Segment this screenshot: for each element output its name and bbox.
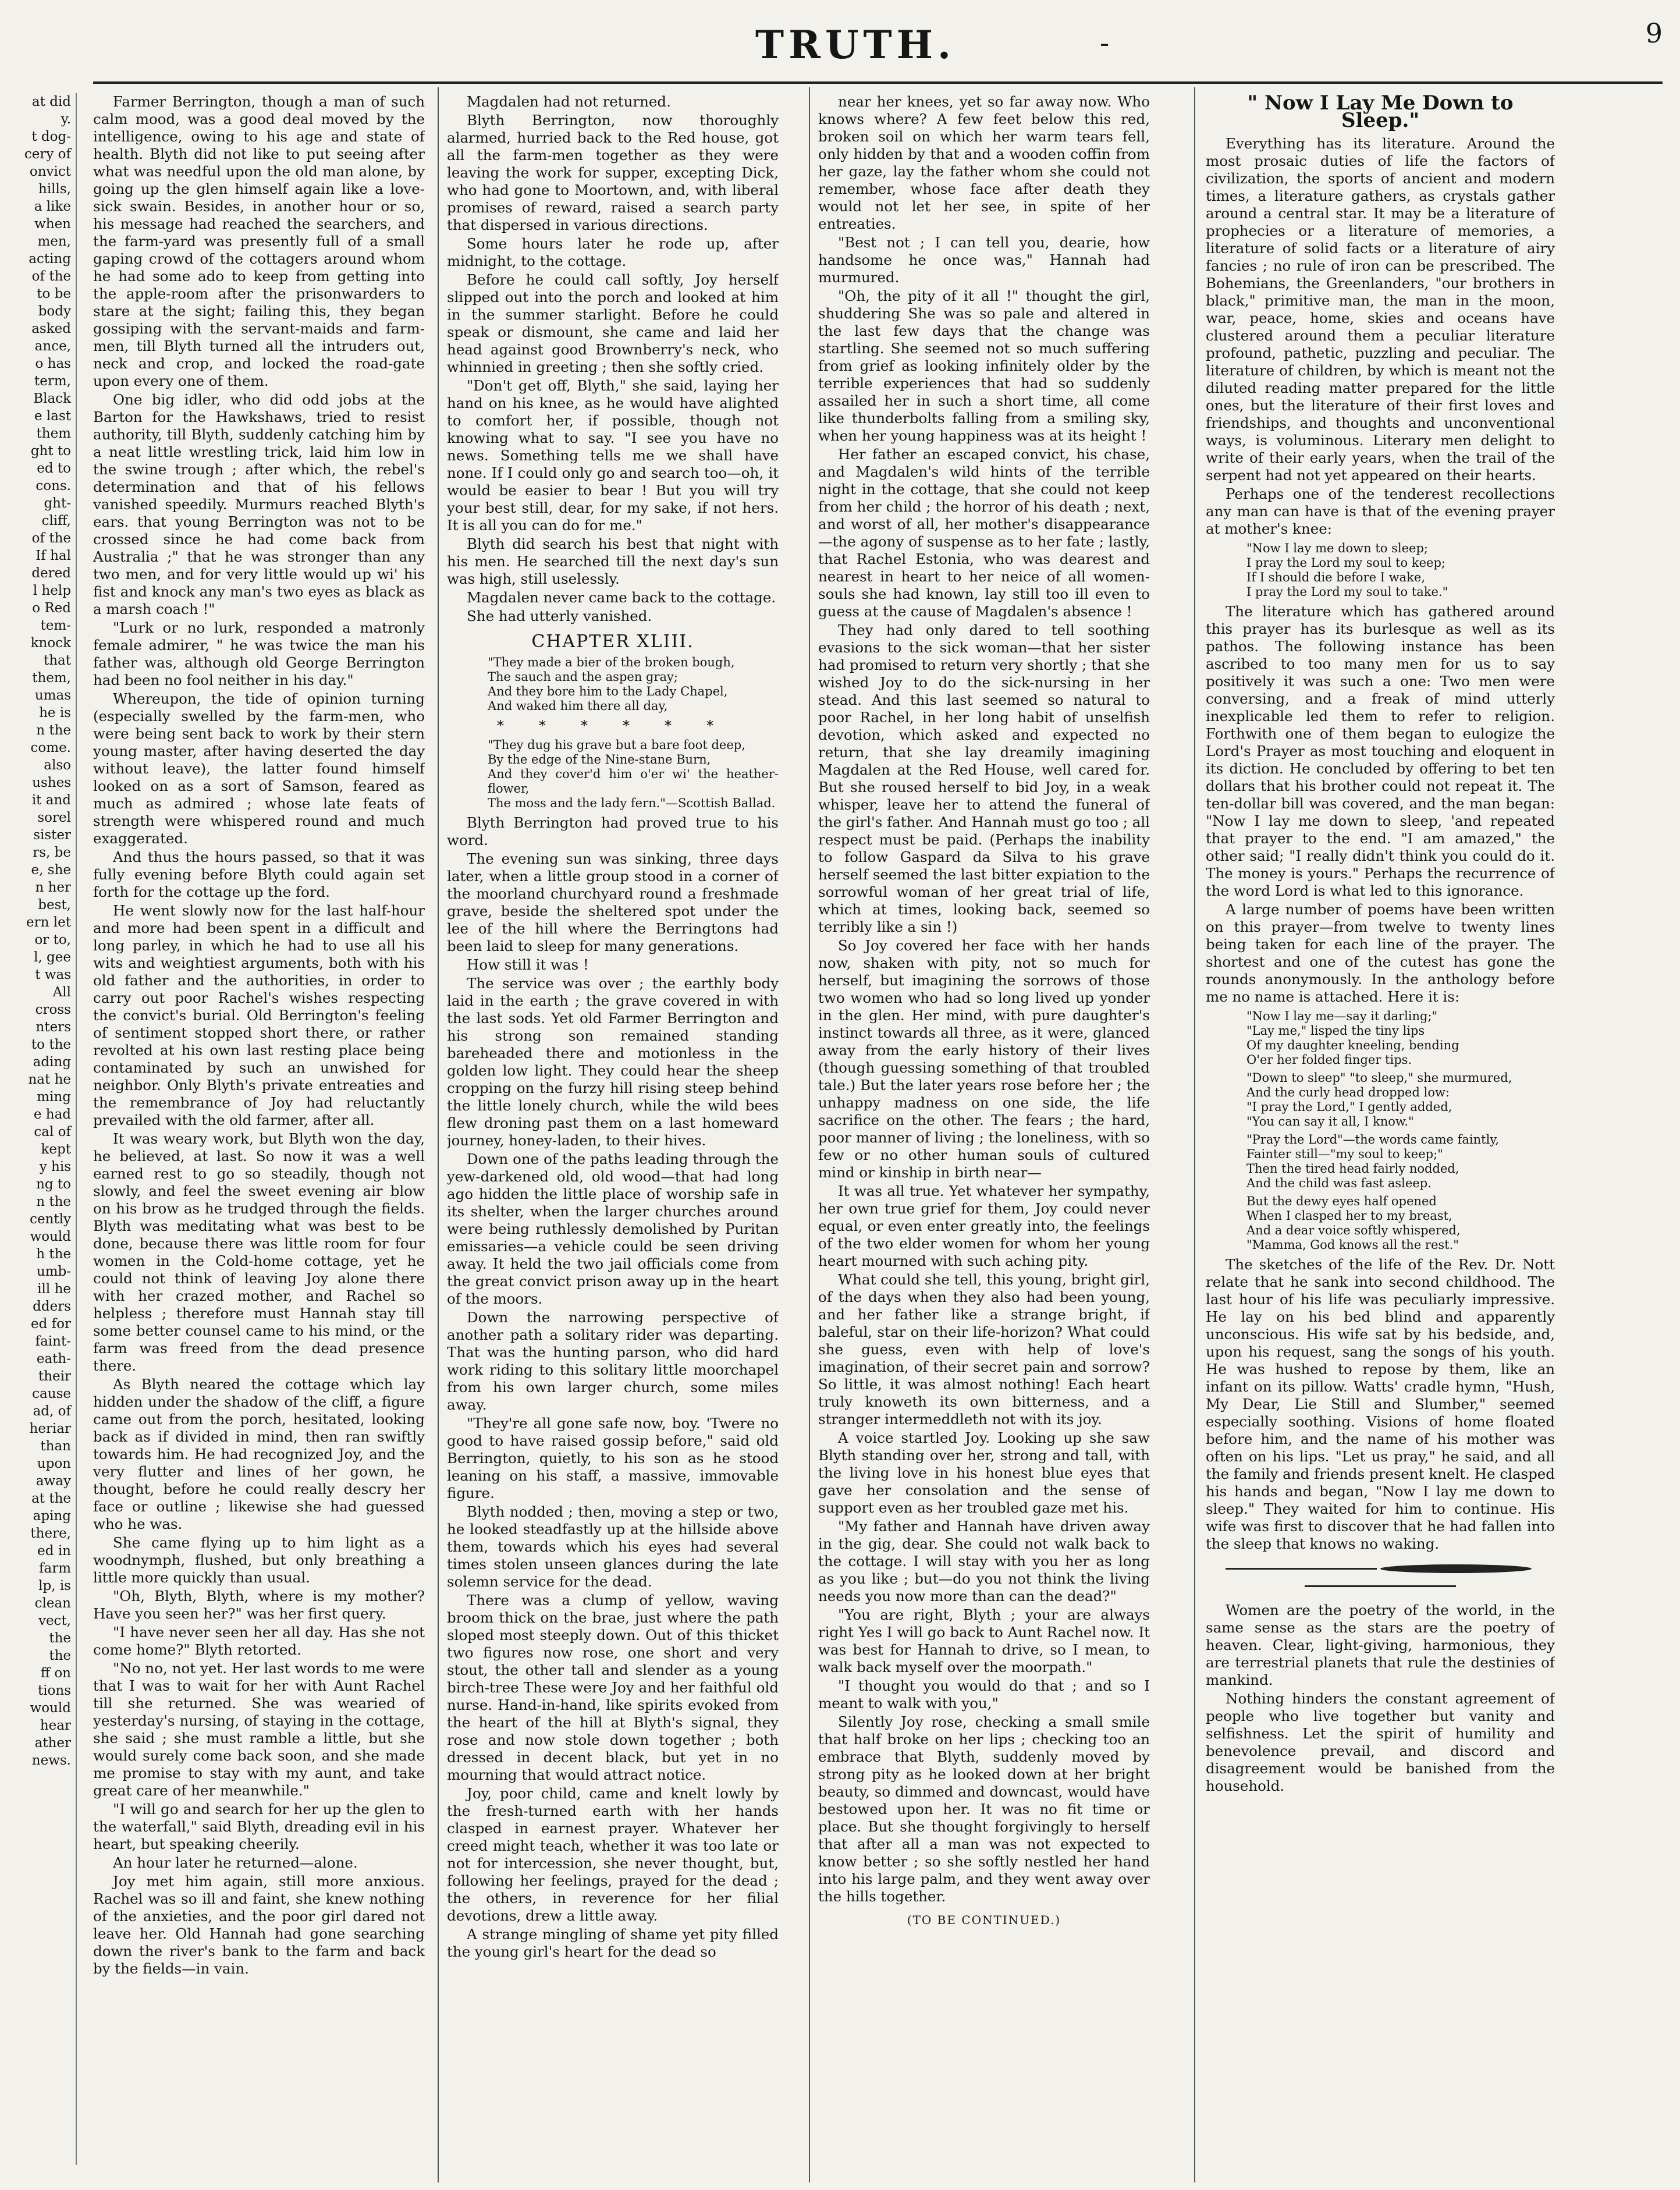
margin-fragment: ad, of	[33, 1404, 71, 1419]
margin-fragment: o Red	[32, 601, 71, 616]
verse-line: The moss and the lady fern."—Scottish Ballad.	[488, 796, 776, 810]
column-2-story	[447, 93, 779, 2165]
margin-fragment: dered	[31, 566, 71, 581]
paragraph: "Lurk or no lurk, responded a matronly female admirer, " he was twice the man his father was, although old George Berrington had been no fool neither in his day."	[93, 619, 425, 688]
story-paragraphs	[447, 93, 779, 625]
paragraph: Silently Joy rose, checking a small smile that half broke on her lips ; checking too an embrace that Blyth, suddenly moved by strong pity as he looked down at her bright beauty, so dimmed and downcast, would have bestowed upon her. It was no fit time or place. But she thought forgivingly to herself that after all a man was not expected to know better ; so she softly nestled her hand into his large palm, and they went away over the hills together.	[818, 1713, 1150, 1905]
paragraph: Blyth nodded ; then, moving a step or two, he looked steadfastly up at the hillside above them, towards which his eyes had several times stolen unseen glances during the late solemn service for the dead.	[447, 1503, 779, 1590]
paragraph: And thus the hours passed, so that it was fully evening before Blyth could again set forth for the cottage up the ford.	[93, 849, 425, 900]
verse-line: "Lay me," lisped the tiny lips	[1246, 1024, 1425, 1038]
margin-fragment: ading	[33, 1055, 71, 1070]
margin-fragment: ming	[37, 1089, 71, 1105]
margin-fragment: sister	[33, 828, 71, 843]
paragraph: "Don't get off, Blyth," she said, laying her hand on his knee, as he would have alighted to comfort her, if possible, though not knowing what to say. "I see you have no news. Something tells me we shall have none. If I could only go and search too—oh, it would be easier to bear ! But you will try your best still, dear, for my sake, if not hers. It is all you can do for me."	[447, 377, 779, 534]
paragraph: The sketches of the life of the Rev. Dr. Nott relate that he sank into second childhood. The last hour of his life was peculiarly impressive. He lay on his bed blind and apparently unconscious. His wife sat by his bedside, and, upon his request, sang the songs of his youth. He was hushed to repose by them, like an infant on its pillow. Watts' cradle hymn, "Hush, My Dear, Lie Still and Slumber," seemed especially soothing. Visions of home floated before him, and the name of his mother was often on his lips. "Let us pray," he said, and all the family and friends present knelt. He clasped his hands and began, "Now I lay me down to sleep." They waited for him to continue. His wife was first to discover that he had fallen into the sleep that knows no waking.	[1206, 1256, 1555, 1552]
margin-fragment: of the	[31, 531, 71, 546]
paragraph: Her father an escaped convict, his chase, and Magdalen's wild hints of the terrible night in the cottage, that she could not keep from her child ; the horror of his death ; next, and worst of all, her mother's disappearance—the agony of suspense as to her fate ; lastly, that Rachel Estonia, who was dearest and nearest in heart to her neice of all women-souls she had known, lay still too ill even to guess at the cause of Magdalen's absence !	[818, 446, 1150, 620]
margin-fragment: e had	[33, 1107, 71, 1122]
paragraph: The literature which has gathered around this prayer has its burlesque as well as its pathos. The following instance has been ascribed to too many men for us to say positively it was such a one: Two men were conversing, and a freak of mind utterly inexplicable led them to refer to religion. Forthwith one of them began to eulogize the Lord's Prayer as most touching and eloquent in its diction. He concluded by offering to bet ten dollars that his brother could not repeat it. The ten-dollar bill was covered, and the man began: "Now I lay me down to sleep, 'and repeated that prayer to the end. "I am amazed," the other said; "I really didn't think you could do it. The money is yours." Perhaps the recurrence of the word Lord is what led to this ignorance.	[1206, 603, 1555, 899]
paragraph: Perhaps one of the tenderest recollections any man can have is that of the evening prayer at mother's knee:	[1206, 485, 1555, 537]
poem-stanza	[1206, 1194, 1555, 1252]
verse-line: And the curly head dropped low:	[1246, 1085, 1450, 1099]
margin-fragment: men,	[37, 234, 71, 249]
margin-fragment: or to,	[34, 932, 71, 947]
margin-fragment: them	[36, 426, 71, 441]
margin-fragment: upon	[37, 1456, 71, 1471]
verse-line: Of my daughter kneeling, bending	[1246, 1038, 1459, 1052]
margin-fragment: clean	[34, 1596, 71, 1611]
paragraph: near her knees, yet so far away now. Who knows where? A few feet below this red, broken soil on which her warm tears fell, only hidden by that and a wooden coffin from her gaze, lay the father whom she could not remember, whose face after death they would not let her see, in spite of her entreaties.	[818, 93, 1150, 232]
margin-fragment: their	[38, 1369, 71, 1384]
verse-line: I pray the Lord my soul to keep;	[1246, 556, 1445, 570]
paragraph: Nothing hinders the constant agreement of people who live together but vanity and selfishness. Let the spirit of humility and benevolence prevail, and discord and disagreement would be banished from the household.	[1206, 1690, 1555, 1794]
margin-fragment: nters	[35, 1020, 71, 1035]
verse-line: "I pray the Lord," I gently added,	[1246, 1100, 1452, 1114]
margin-fragment: sorel	[37, 810, 71, 825]
margin-fragment: umas	[34, 688, 71, 703]
verse-line: "Mamma, God knows all the rest."	[1246, 1238, 1459, 1252]
page-number: 9	[1645, 17, 1663, 49]
paragraph: As Blyth neared the cottage which lay hidden under the shadow of the cliff, a figure came out from the porch, hesitated, looking back as if divided in mind, then ran swiftly towards him. He had recognized Joy, and the very flutter and lines of her gown, he thought, before he could really descry her face or outline ; likewise she had guessed who he was.	[93, 1376, 425, 1532]
paragraph: "Oh, Blyth, Blyth, where is my mother? Have you seen her?" was her first query.	[93, 1588, 425, 1622]
column-divider	[1194, 87, 1195, 2182]
paragraph: A voice startled Joy. Looking up she saw Blyth standing over her, strong and tall, with the living love in his honest blue eyes that gave her consolation and the sense of support even as her troubled gaze met his.	[818, 1429, 1150, 1516]
paragraph: Before he could call softly, Joy herself slipped out into the porch and looked at him in the summer starlight. Before he could speak or dismount, she came and laid her head against good Brownberry's neck, who whinnied in greeting ; then she softly cried.	[447, 271, 779, 375]
margin-fragment: Black	[33, 391, 71, 406]
margin-fragment: y.	[61, 112, 71, 127]
left-margin-fragments	[0, 93, 77, 2165]
margin-fragment: n her	[35, 880, 71, 895]
paragraph: Farmer Berrington, though a man of such calm mood, was a good deal moved by the intelligence, owing to his age and state of health. Blyth did not like to put seeing after what was needful upon the old man alone, by going up the glen himself again like a love-sick swain. Besides, in another hour or so, his message had reached the searchers, and the farm-yard was presently full of a small gaping crowd of the cottagers around whom he had some ado to keep from getting into the apple-room after the prisonwarders to stare at the sight; failing this, they began gossiping with the servant-maids and farm-men, till Blyth turned all the intruders out, neck and crop, and locked the road-gate upon every one of them.	[93, 93, 425, 389]
margin-fragment: acting	[29, 251, 71, 267]
margin-fragment: there,	[30, 1526, 71, 1541]
margin-fragment: the	[49, 1631, 71, 1646]
story-paragraphs	[447, 814, 779, 1961]
paragraph: The evening sun was sinking, three days later, when a little group stood in a corner of the moorland churchyard round a freshmade grave, beside the sheltered spot under the lee of the hill where the Berringtons had been laid to sleep for many generations.	[447, 850, 779, 954]
paragraph: There was a clump of yellow, waving broom thick on the brae, just where the path sloped most steeply down. Out of this thicket two figures now rose, one short and very stout, the other tall and slender as a young birch-tree These were Joy and her faithful old nurse. Hand-in-hand, like spirits evoked from the heart of the hill at Blyth's signal, they rose and now stole down together ; both dressed in decent black, but yet in no mourning that would attract notice.	[447, 1592, 779, 1783]
paragraph: "I will go and search for her up the glen to the waterfall," said Blyth, dreading evil in his heart, but speaking cheerily.	[93, 1801, 425, 1852]
paragraph: Down the narrowing perspective of another path a solitary rider was departing. That was the hunting parson, who did hard work riding to this solitary little moorchapel from his own larger church, some miles away.	[447, 1309, 779, 1413]
margin-fragment: umb-	[36, 1264, 71, 1279]
paragraph: Some hours later he rode up, after midnight, to the cottage.	[447, 235, 779, 269]
margin-fragment: lp, is	[38, 1578, 71, 1593]
margin-fragment: nat he	[28, 1072, 71, 1087]
paragraph: "No no, not yet. Her last words to me were that I was to wait for her with Aunt Rachel till she returned. She was wearied of yesterday's nursing, of staying in the cottage, she said ; she must ramble a little, but she would surely come back soon, and she made me promise to stay with my aunt, and take great care of her meanwhile."	[93, 1660, 425, 1799]
margin-fragment: news.	[31, 1753, 71, 1768]
masthead	[87, 10, 1624, 80]
margin-fragment: to the	[31, 1037, 71, 1052]
verse-line: And the child was fast asleep.	[1246, 1176, 1432, 1190]
chapter-epigraph	[447, 738, 779, 811]
margin-fragment: asked	[31, 321, 71, 336]
paragraph: A large number of poems have been written on this prayer—from twelve to twenty lines being taken for each line of the prayer. The shortest and one of the cutest has gone the rounds anonymously. In the anthology before me no name is attached. Here it is:	[1206, 901, 1555, 1005]
verse-line: And a dear voice softly whispered,	[1246, 1223, 1461, 1237]
column-divider	[438, 87, 439, 2182]
margin-fragment: rs, be	[33, 845, 71, 860]
paragraph: Down one of the paths leading through the yew-darkened old, old wood—that had long ago hidden the little place of worship safe in its shelter, when the larger churches around were being ruthlessly demolished by Puritan emissaries—a vehicle could be seen driving away. It held the two jail officials come from the great convict prison away up in the heart of the moors.	[447, 1151, 779, 1307]
margin-fragment: dders	[33, 1299, 71, 1314]
margin-fragment: ushes	[32, 775, 71, 790]
margin-fragment: y his	[39, 1159, 71, 1174]
paragraph: "They're all gone safe now, boy. 'Twere no good to have raised gossip before," said old Berrington, quietly, to his son as he stood leaning on his staff, a massive, immovable figure.	[447, 1415, 779, 1502]
verse-line: "You can say it all, I know."	[1246, 1114, 1414, 1128]
paragraph: Joy, poor child, came and knelt lowly by the fresh-turned earth with her hands clasped in earnest prayer. Whatever her creed might teach, whether it was too late or not for intercession, she never thought, but, following her feelings, prayed for the dead ; the others, in reverence for her filial devotions, drew a little away.	[447, 1785, 779, 1924]
margin-fragment: it and	[31, 793, 71, 808]
verse-line: "Now I lay me down to sleep;	[1246, 541, 1428, 555]
margin-fragment: the	[49, 1648, 71, 1663]
paragraph: It was weary work, but Blyth won the day, he believed, at last. So now it was a well earned rest to go so steadily, though not slowly, and feel the sweet evening air blow on his brow as he trudged through the fields. Blyth was meditating what was best to be done, because there was little room for four women in the Cold-home cottage, yet he could not think of leaving Joy alone there with her crazed mother, and Rachel so helpless ; therefore must Hannah stay till some better counsel came to his mind, or the farm was freed from the dead presence there.	[93, 1130, 425, 1374]
masthead-dash: -	[1100, 27, 1110, 59]
paragraph: Magdalen never came back to the cottage.	[467, 589, 776, 606]
margin-fragment: cal of	[34, 1124, 71, 1140]
margin-fragment: t dog-	[31, 129, 71, 144]
paragraph: Women are the poetry of the world, in the same sense as the stars are the poetry of heaven. Clear, light-giving, harmonious, they are terrestrial planets that rule the destinies of mankind.	[1206, 1602, 1555, 1688]
paragraph: It was all true. Yet whatever her sympathy, her own true grief for them, Joy could never equal, or even enter greatly into, the feelings of the two elder women for whom her young heart mourned with such aching pity.	[818, 1183, 1150, 1269]
margin-fragment: vect,	[38, 1613, 71, 1628]
margin-fragment: ght-	[44, 496, 71, 511]
verse-separator: * * * * * *	[496, 717, 729, 734]
paragraph: "Oh, the pity of it all !" thought the girl, shuddering She was so pale and altered in the last few days that the change was startling. She seemed not so much suffering from grief as looking infinitely older by the terrible experiences that had so suddenly assailed her in such a short time, all come like thunderbolts falling from a smiling sky, when her young happiness was at its height !	[818, 287, 1150, 444]
paragraph: How still it was !	[467, 956, 589, 973]
margin-fragment: e, she	[31, 862, 71, 878]
margin-fragment: ed to	[37, 461, 71, 476]
margin-fragment: t was	[35, 967, 71, 982]
paragraph: Blyth Berrington had proved true to his word.	[447, 814, 779, 849]
essay-paragraphs	[1206, 135, 1555, 538]
margin-fragment: All	[52, 985, 71, 1000]
paragraph: So Joy covered her face with her hands now, shaken with pity, not so much for herself, but imagining the sorrows of those two women who had so long lived up yonder in the glen. Her mind, with pure daughter's instinct towards all three, as it were, glanced away from the early history of their lives (though guessing something of that troubled tale.) But the later years rose before her ; the unhappy madness on one side, the life sacrifice on the other. The fears ; the hard, poor manner of living ; the loneliness, with so few or no other human souls of cultured mind or kinship in birth near—	[818, 937, 1150, 1181]
paragraph: "My father and Hannah have driven away in the gig, dear. She could not walk back to the cottage. I will stay with you her as long as you like ; but—do you not think the living needs you now more than can the dead?"	[818, 1518, 1150, 1605]
masthead-title: TRUTH.	[755, 22, 956, 68]
poem-stanza	[1206, 1009, 1555, 1067]
verse-line: When I clasped her to my breast,	[1246, 1209, 1452, 1223]
margin-fragment: knock	[30, 636, 71, 651]
margin-fragment: tem-	[40, 618, 71, 633]
margin-fragment: hear	[40, 1718, 71, 1733]
verse-line: If I should die before I wake,	[1246, 570, 1426, 584]
verse-line: And they bore him to the Lady Chapel,	[488, 684, 728, 698]
paragraph: Joy met him again, still more anxious. Rachel was so ill and faint, she knew nothing of the anxieties, and the poor girl dared not leave her. Old Hannah had gone searching down the river's bank to the farm and back by the fields—in vain.	[93, 1873, 425, 1977]
column-1-story-continuation	[93, 93, 425, 2165]
margin-fragment: of the	[31, 269, 71, 284]
verse-line: I pray the Lord my soul to take."	[1246, 585, 1448, 599]
margin-fragment: o has	[35, 356, 71, 371]
margin-fragment: ed in	[37, 1543, 71, 1559]
margin-fragment: cons.	[35, 478, 71, 494]
paragraph: Blyth did search his best that night with his men. He searched till the next day's sun was high, still uselessly.	[447, 535, 779, 587]
margin-fragment: tions	[37, 1683, 71, 1698]
margin-fragment: ght to	[30, 443, 71, 459]
margin-fragment: ff on	[40, 1666, 71, 1681]
margin-fragment: would	[30, 1701, 71, 1716]
column-3-story	[818, 93, 1150, 2165]
paragraph: Everything has its literature. Around the most prosaic duties of life the factors of civilization, the sports of ancient and modern times, a literature gathers, as crystals gather around a central star. It may be a literature of prophecies or a literature of memories, a literature of solid facts or a literature of airy fancies ; no rule of iron can be prescribed. The Bohemians, the Greenlanders, "our brothers in black," primitive man, the man in the moon, war, peace, home, skies and oceans have clustered around them a peculiar literature profound, pathetic, puzzling and peculiar. The literature of children, by which is meant not the diluted reading matter prepared for the little ones, but the literature of their first loves and friendships, and thoughts and unconventional ways, is voluminous. Literary men delight to write of their early years, when the trail of the serpent had not yet appeared on their hearts.	[1206, 135, 1555, 484]
margin-fragment: when	[34, 216, 71, 232]
margin-fragment: n the	[36, 723, 71, 738]
paragraph: "I have never seen her all day. Has she not come home?" Blyth retorted.	[93, 1624, 425, 1658]
margin-fragment: that	[43, 653, 71, 668]
poem	[1206, 1009, 1555, 1252]
margin-fragment: If hal	[35, 548, 71, 563]
masthead-rule	[93, 81, 1663, 84]
margin-fragment: body	[38, 304, 71, 319]
verse-line: The sauch and the aspen gray;	[488, 670, 678, 684]
paragraph: "Best not ; I can tell you, dearie, how handsome he once was," Hannah had murmured.	[818, 234, 1150, 286]
verse-line: But the dewy eyes half opened	[1246, 1194, 1437, 1208]
margin-fragment: them,	[32, 670, 71, 686]
paragraph: Blyth Berrington, now thoroughly alarmed, hurried back to the Red house, got all the farm-men together as they were leaving the work for supper, excepting Dick, who had gone to Moortown, and, with liberal promises of reward, raised a search party that dispersed in various directions.	[447, 112, 779, 233]
margin-fragment: than	[40, 1439, 71, 1454]
margin-fragment: n the	[36, 1194, 71, 1209]
paragraph: Magdalen had not returned.	[467, 93, 671, 110]
verse-line: Fainter still—"my soul to keep;"	[1246, 1147, 1443, 1161]
verse-line: And waked him there all day,	[488, 699, 668, 713]
essay-paragraphs	[1206, 1256, 1555, 1553]
margin-fragment: to be	[37, 286, 71, 301]
margin-fragment: at did	[31, 94, 71, 109]
paragraph: "You are right, Blyth ; your are always right Yes I will go back to Aunt Rachel now. It was best for Hannah to drive, so I mean, to walk back myself over the moorpath."	[818, 1606, 1150, 1676]
margin-fragment: cross	[35, 1002, 71, 1017]
verse-line: By the edge of the Nine-stane Burn,	[488, 753, 711, 766]
margin-fragment: ern let	[26, 915, 71, 930]
margin-fragment: ill he	[37, 1282, 71, 1297]
story-paragraphs	[818, 93, 1150, 1905]
essay-title: " Now I Lay Me Down to Sleep."	[1247, 93, 1514, 132]
essay-paragraphs	[1206, 603, 1555, 1006]
margin-fragment: e last	[34, 409, 71, 424]
margin-fragment: farm	[38, 1561, 71, 1576]
margin-fragment: onvict	[29, 164, 71, 179]
to-be-continued: (TO BE CONTINUED.)	[907, 1913, 1061, 1927]
paragraph: What could she tell, this young, bright girl, of the days when they also had been young, and her father like a strange bright, if baleful, star on their life-horizon? What could she guess, even with help of love's imagination, of their secret pain and sorrow? So little, it was almost nothing! Each heart truly knoweth its own bitterness, and a stranger intermeddleth not with its joy.	[818, 1271, 1150, 1428]
paragraph: Whereupon, the tide of opinion turning (especially swelled by the farm-men, who were being sent back to work by their stern young master, after having deserted the day without leave), the latter found himself looked on as a sort of Samson, feared as much as admired ; whose late feats of strength were whispered round and much exaggerated.	[93, 690, 425, 847]
margin-fragment: term,	[34, 374, 71, 389]
poem-stanza	[1206, 1071, 1555, 1129]
margin-fragment: l help	[33, 583, 71, 598]
paragraph: They had only dared to tell soothing evasions to the sick woman—that her sister had promised to return very shortly ; that she wished Joy to do the sick-nursing in her stead. And this last seemed so natural to poor Rachel, in her long habit of unselfish devotion, which asked and expected no return, that she lay dreamily imagining Magdalen at the Red House, well cared for. But she roused herself to bid Joy, in a weak whisper, leave her to attend the funeral of the girl's father. And Hannah must go too ; all respect must be paid. (Perhaps the inability to follow Gaspard da Silva to his grave herself seemed the last bitter expiation to the sorrowful woman of her great trial of life, which at times, looking back, seemed so terribly like a sin !)	[818, 622, 1150, 935]
margin-fragment: at the	[31, 1491, 71, 1506]
margin-fragment: best,	[38, 897, 71, 913]
section-divider	[1206, 1560, 1555, 1595]
verse-line: "Now I lay me—say it darling;"	[1246, 1009, 1438, 1023]
margin-fragment: cently	[30, 1212, 71, 1227]
paragraph: One big idler, who did odd jobs at the Barton for the Hawkshaws, tried to resist authority, till Blyth, suddenly catching him by a neat little wrestling trick, laid him low in the swine trough ; after which, the rebel's determination and that of his fellows vanished speedily. Murmurs reached Blyth's ears. that young Berrington was not to be crossed since he had come back from Australia ;" that he was stronger than any two men, and for very little would up wi' his fist and knock any man's two eyes as black as a marsh coach !"	[93, 391, 425, 617]
margin-fragment: cliff,	[41, 513, 71, 528]
margin-fragment: a like	[34, 199, 71, 214]
chapter-heading: CHAPTER XLIII.	[531, 631, 694, 652]
verse-line: And they cover'd him o'er wi' the heather-flower,	[488, 767, 779, 796]
paragraph: She had utterly vanished.	[467, 608, 652, 624]
paragraph: A strange mingling of shame yet pity filled the young girl's heart for the dead so	[447, 1926, 779, 1960]
margin-fragment: also	[44, 758, 71, 773]
paragraph: He went slowly now for the last half-hour and more had been spent in a difficult and long parley, in which he had to use all his wits and weightiest arguments, both with his old father and the authorities, in order to carry out poor Rachel's wishes respecting the convict's burial. Old Berrington's feeling of sentiment stopped short there, or rather revolted at his own last resting place being contaminated by such an unwished for neighbor. Only Blyth's private entreaties and the remembrance of Joy had reluctantly prevailed with the old farmer, after all.	[93, 902, 425, 1128]
column-4-essay	[1206, 93, 1555, 2165]
margin-fragment: come.	[30, 740, 71, 755]
margin-fragment: he is	[39, 705, 71, 720]
margin-fragment: hills,	[38, 182, 71, 197]
paragraph: The service was over ; the earthly body laid in the earth ; the grave covered in with the last sods. Yet old Farmer Berrington and his strong son remained standing bareheaded there and motionless in the golden low light. They could hear the sheep cropping on the furzy hill rising steep behind the little lonely church, while the wild bees flew droning past them on a last homeward journey, honey-laden, to their hives.	[447, 975, 779, 1149]
verse-line: "Pray the Lord"—the words came faintly,	[1246, 1133, 1500, 1147]
paragraph: She came flying up to him light as a woodnymph, flushed, but only breathing a little more quickly than usual.	[93, 1534, 425, 1586]
margin-fragment: ed for	[31, 1316, 71, 1332]
margin-fragment: cery of	[24, 147, 71, 162]
verse-line: Then the tired head fairly nodded,	[1246, 1162, 1459, 1176]
margin-fragment: h the	[36, 1247, 71, 1262]
poem-stanza	[1206, 1133, 1555, 1191]
margin-fragment: ather	[34, 1735, 71, 1751]
margin-fragment: l, gee	[34, 950, 71, 965]
margin-fragment: kept	[41, 1142, 71, 1157]
paragraph: "I thought you would do that ; and so I meant to walk with you,"	[818, 1677, 1150, 1712]
closing-paragraphs	[1206, 1602, 1555, 1795]
verse-line: "They made a bier of the broken bough,	[488, 655, 735, 669]
prayer-verse	[1206, 541, 1555, 599]
margin-fragment: away	[35, 1474, 71, 1489]
verse-line: "They dug his grave but a bare foot deep,	[488, 738, 745, 752]
column-divider	[809, 87, 810, 2182]
margin-fragment: eath-	[36, 1351, 71, 1366]
margin-fragment: heriar	[29, 1421, 71, 1436]
chapter-epigraph	[447, 655, 779, 714]
margin-fragment: faint-	[35, 1334, 71, 1349]
margin-fragment: ng to	[36, 1177, 71, 1192]
verse-line: O'er her folded finger tips.	[1246, 1053, 1412, 1067]
margin-fragment: would	[30, 1229, 71, 1244]
margin-fragment: ance,	[34, 339, 71, 354]
margin-fragment: aping	[33, 1508, 71, 1524]
paragraph: An hour later he returned—alone.	[113, 1854, 358, 1871]
verse-line: "Down to sleep" "to sleep," she murmured,	[1246, 1071, 1512, 1085]
margin-fragment: cause	[32, 1386, 71, 1401]
